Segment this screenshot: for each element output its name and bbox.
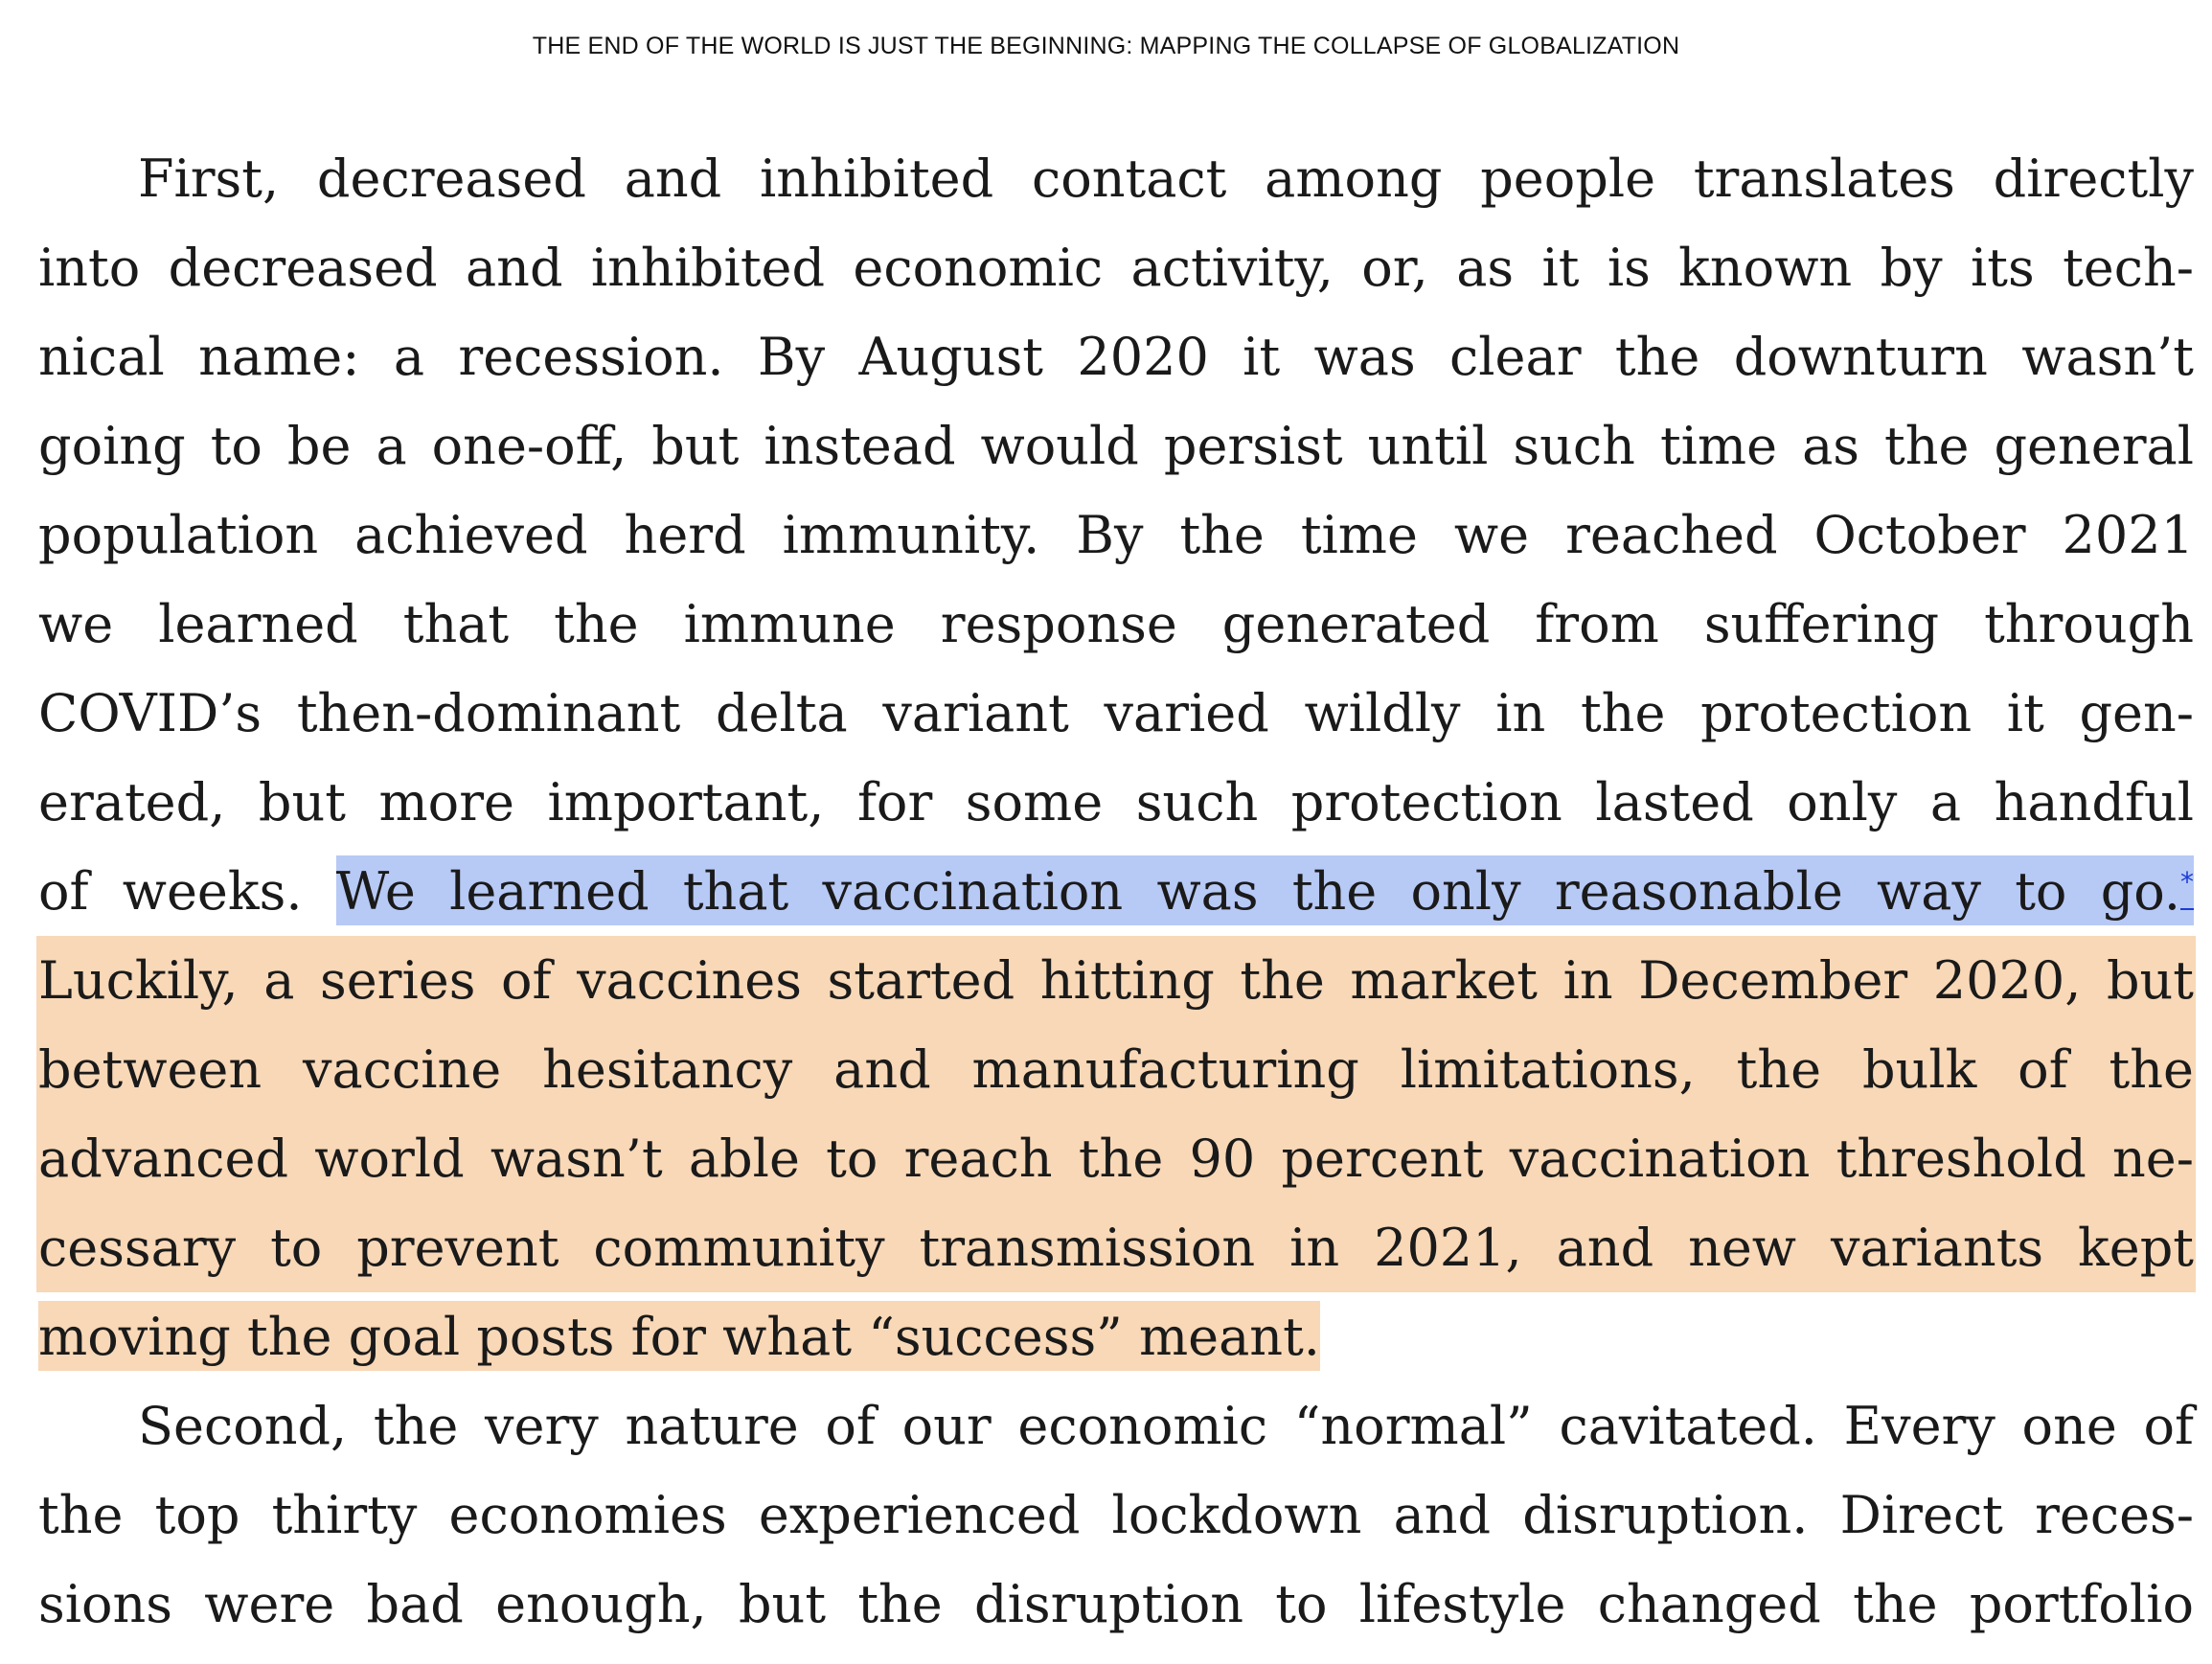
orange-highlight-line[interactable]: advanced world wasn’t able to reach the 90 percent vaccination threshold ne- — [36, 1114, 2196, 1203]
orange-highlight-line[interactable]: Luckily, a series of vaccines started hitting the market in December 2020, but — [36, 936, 2196, 1025]
text-line-with-highlight[interactable] — [38, 847, 2194, 936]
body-text[interactable] — [38, 134, 2194, 1649]
text-line[interactable]: Second, the very nature of our economic “normal” cavitated. Every one of — [138, 1396, 2194, 1456]
text-line[interactable]: into decreased and inhibited economic activity, or, as it is known by its tech- — [38, 238, 2194, 298]
text-line[interactable]: sions were bad enough, but the disruption to lifestyle changed the portfolio — [38, 1574, 2194, 1634]
footnote-link[interactable]: * — [2180, 866, 2194, 898]
text-line[interactable]: we learned that the immune response generated from suffering through — [38, 594, 2194, 654]
orange-highlight-line[interactable]: cessary to prevent community transmission in 2021, and new variants kept — [36, 1203, 2196, 1292]
text-line[interactable]: First, decreased and inhibited contact among people translates directly — [138, 148, 2194, 209]
orange-highlight-last-line[interactable] — [38, 1292, 2194, 1381]
text-line[interactable]: the top thirty economies experienced lockdown and disruption. Direct reces- — [38, 1485, 2194, 1545]
plain-text: of weeks. — [38, 861, 336, 922]
orange-highlight[interactable]: moving the goal posts for what “success” meant. — [38, 1301, 1320, 1371]
text-line[interactable]: going to be a one-off, but instead would persist until such time as the general — [38, 416, 2194, 476]
text-line[interactable]: erated, but more important, for some such protection lasted only a handful — [38, 772, 2194, 832]
orange-highlight-line[interactable]: between vaccine hesitancy and manufacturing limitations, the bulk of the — [36, 1025, 2196, 1114]
highlighted-text: We learned that vaccination was the only reasonable way to go. — [335, 861, 2180, 922]
text-line[interactable]: population achieved herd immunity. By the time we reached October 2021 — [38, 505, 2194, 565]
running-head: THE END OF THE WORLD IS JUST THE BEGINNING: MAPPING THE COLLAPSE OF GLOBALIZATION — [532, 33, 1680, 59]
text-line[interactable]: nical name: a recession. By August 2020 it was clear the downturn wasn’t — [38, 327, 2194, 387]
text-line[interactable]: COVID’s then-dominant delta variant varied wildly in the protection it gen- — [38, 683, 2194, 743]
blue-highlight[interactable] — [336, 855, 2194, 925]
